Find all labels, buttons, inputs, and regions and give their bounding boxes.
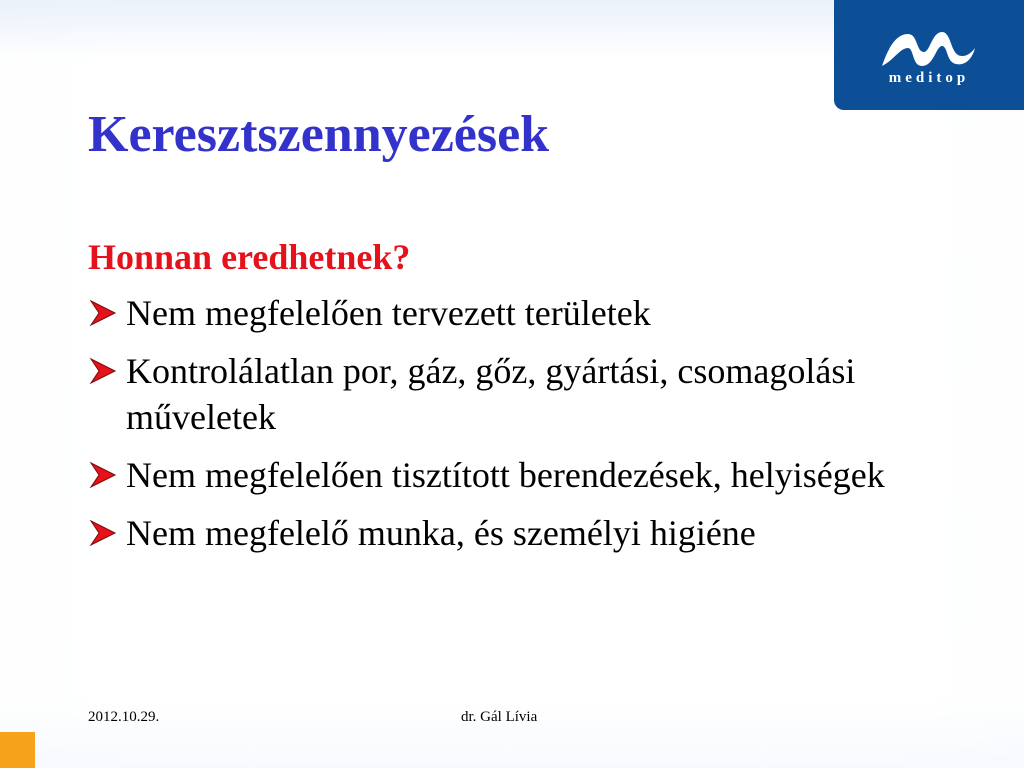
footer-author: dr. Gál Lívia bbox=[461, 709, 538, 725]
arrow-bullet-icon bbox=[88, 518, 120, 548]
meditop-logo bbox=[834, 0, 1024, 110]
meditop-logo-icon bbox=[878, 26, 978, 68]
bullet-text: Nem megfelelő munka, és személyi higiéne bbox=[126, 513, 756, 553]
arrow-bullet-icon bbox=[88, 298, 120, 328]
bullet-list bbox=[88, 290, 948, 556]
bullet-text: Kontrolálatlan por, gáz, gőz, gyártási, csomagolási műveletek bbox=[126, 351, 856, 437]
corner-accent bbox=[0, 732, 35, 768]
logo-text: meditop bbox=[888, 70, 970, 86]
bullet-item bbox=[88, 348, 948, 440]
arrow-bullet-icon bbox=[88, 460, 120, 490]
bullet-text: Nem megfelelően tervezett területek bbox=[126, 293, 651, 333]
arrow-bullet-icon bbox=[88, 356, 120, 386]
bullet-item bbox=[88, 452, 948, 498]
bullet-item bbox=[88, 290, 948, 336]
slide-title: Keresztszennyezések bbox=[88, 106, 550, 163]
slide-content bbox=[88, 232, 948, 568]
footer-date: 2012.10.29. bbox=[88, 709, 160, 725]
bullet-item bbox=[88, 510, 948, 556]
bullet-text: Nem megfelelően tisztított berendezések, helyiségek bbox=[126, 455, 885, 495]
slide-subtitle: Honnan eredhetnek? bbox=[88, 237, 411, 277]
